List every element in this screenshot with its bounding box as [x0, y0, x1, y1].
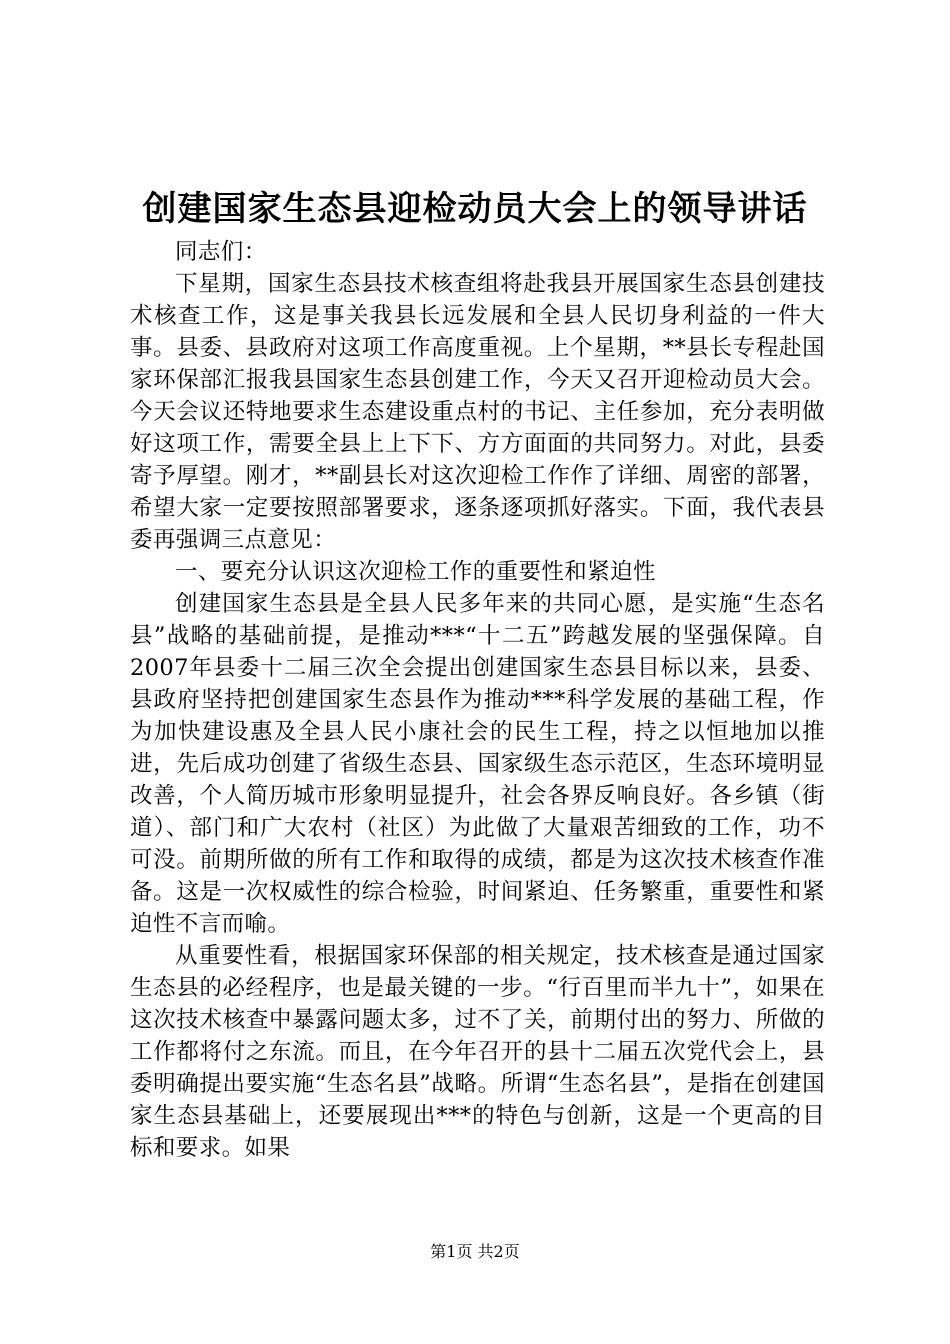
paragraph-intro: 下星期，国家生态县技术核查组将赴我县开展国家生态县创建技术核查工作，这是事关我县长远发展和全县人民切身利益的一件大事。县委、县政府对这项工作高度重视。上个星期，**县长专程赴国家环保部汇报我县国家生态县创建工作，今天又召开迎检动员大会。今天会议还特地要求生态建设重点村的书记、主任参加，充分表明做好这项工作，需要全县上上下下、方方面面的共同努力。对此，县委寄予厚望。刚才，**副县长对这次迎检工作作了详细、周密的部署，希望大家一定要按照部署要求，逐条逐项抓好落实。下面，我代表县委再强调三点意见：	[130, 271, 825, 553]
paragraph-importance: 从重要性看，根据国家环保部的相关规定，技术核查是通过国家生态县的必经程序，也是最关键的一步。“行百里而半九十”，如果在这次技术核查中暴露问题太多，过不了关，前期付出的努力、所做的工作都将付之东流。而且，在今年召开的县十二届五次党代会上，县委明确提出要实施“生态名县”战略。所谓“生态名县”，是指在创建国家生态县基础上，还要展现出***的特色与创新，这是一个更高的目标和要求。如果	[130, 943, 825, 1161]
document-title: 创建国家生态县迎检动员大会上的领导讲话	[142, 189, 808, 229]
paragraph-section-one: 创建国家生态县是全县人民多年来的共同心愿，是实施“生态名县”战略的基础前提，是推动***“十二五”跨越发展的坚强保障。自2007年县委十二届三次全会提出创建国家生态县目标以来，县委、县政府坚持把创建国家生态县作为推动***科学发展的基础工程，作为加快建设惠及全县人民小康社会的民生工程，持之以恒地加以推进，先后成功创建了省级生态县、国家级生态示范区，生态环境明显改善，个人简历城市形象明显提升，社会各界反响良好。各乡镇（街道）、部门和广大农村（社区）为此做了大量艰苦细致的工作，功不可没。前期所做的所有工作和取得的成绩，都是为这次技术核查作准备。这是一次权威性的综合检验，时间紧迫、任务繁重，重要性和紧迫性不言而喻。	[130, 591, 825, 937]
salutation: 同志们：	[175, 239, 267, 265]
page-footer: 第1页 共2页	[430, 1242, 520, 1261]
document-body	[130, 236, 825, 1164]
section-heading: 一、要充分认识这次迎检工作的重要性和紧迫性	[175, 559, 656, 585]
